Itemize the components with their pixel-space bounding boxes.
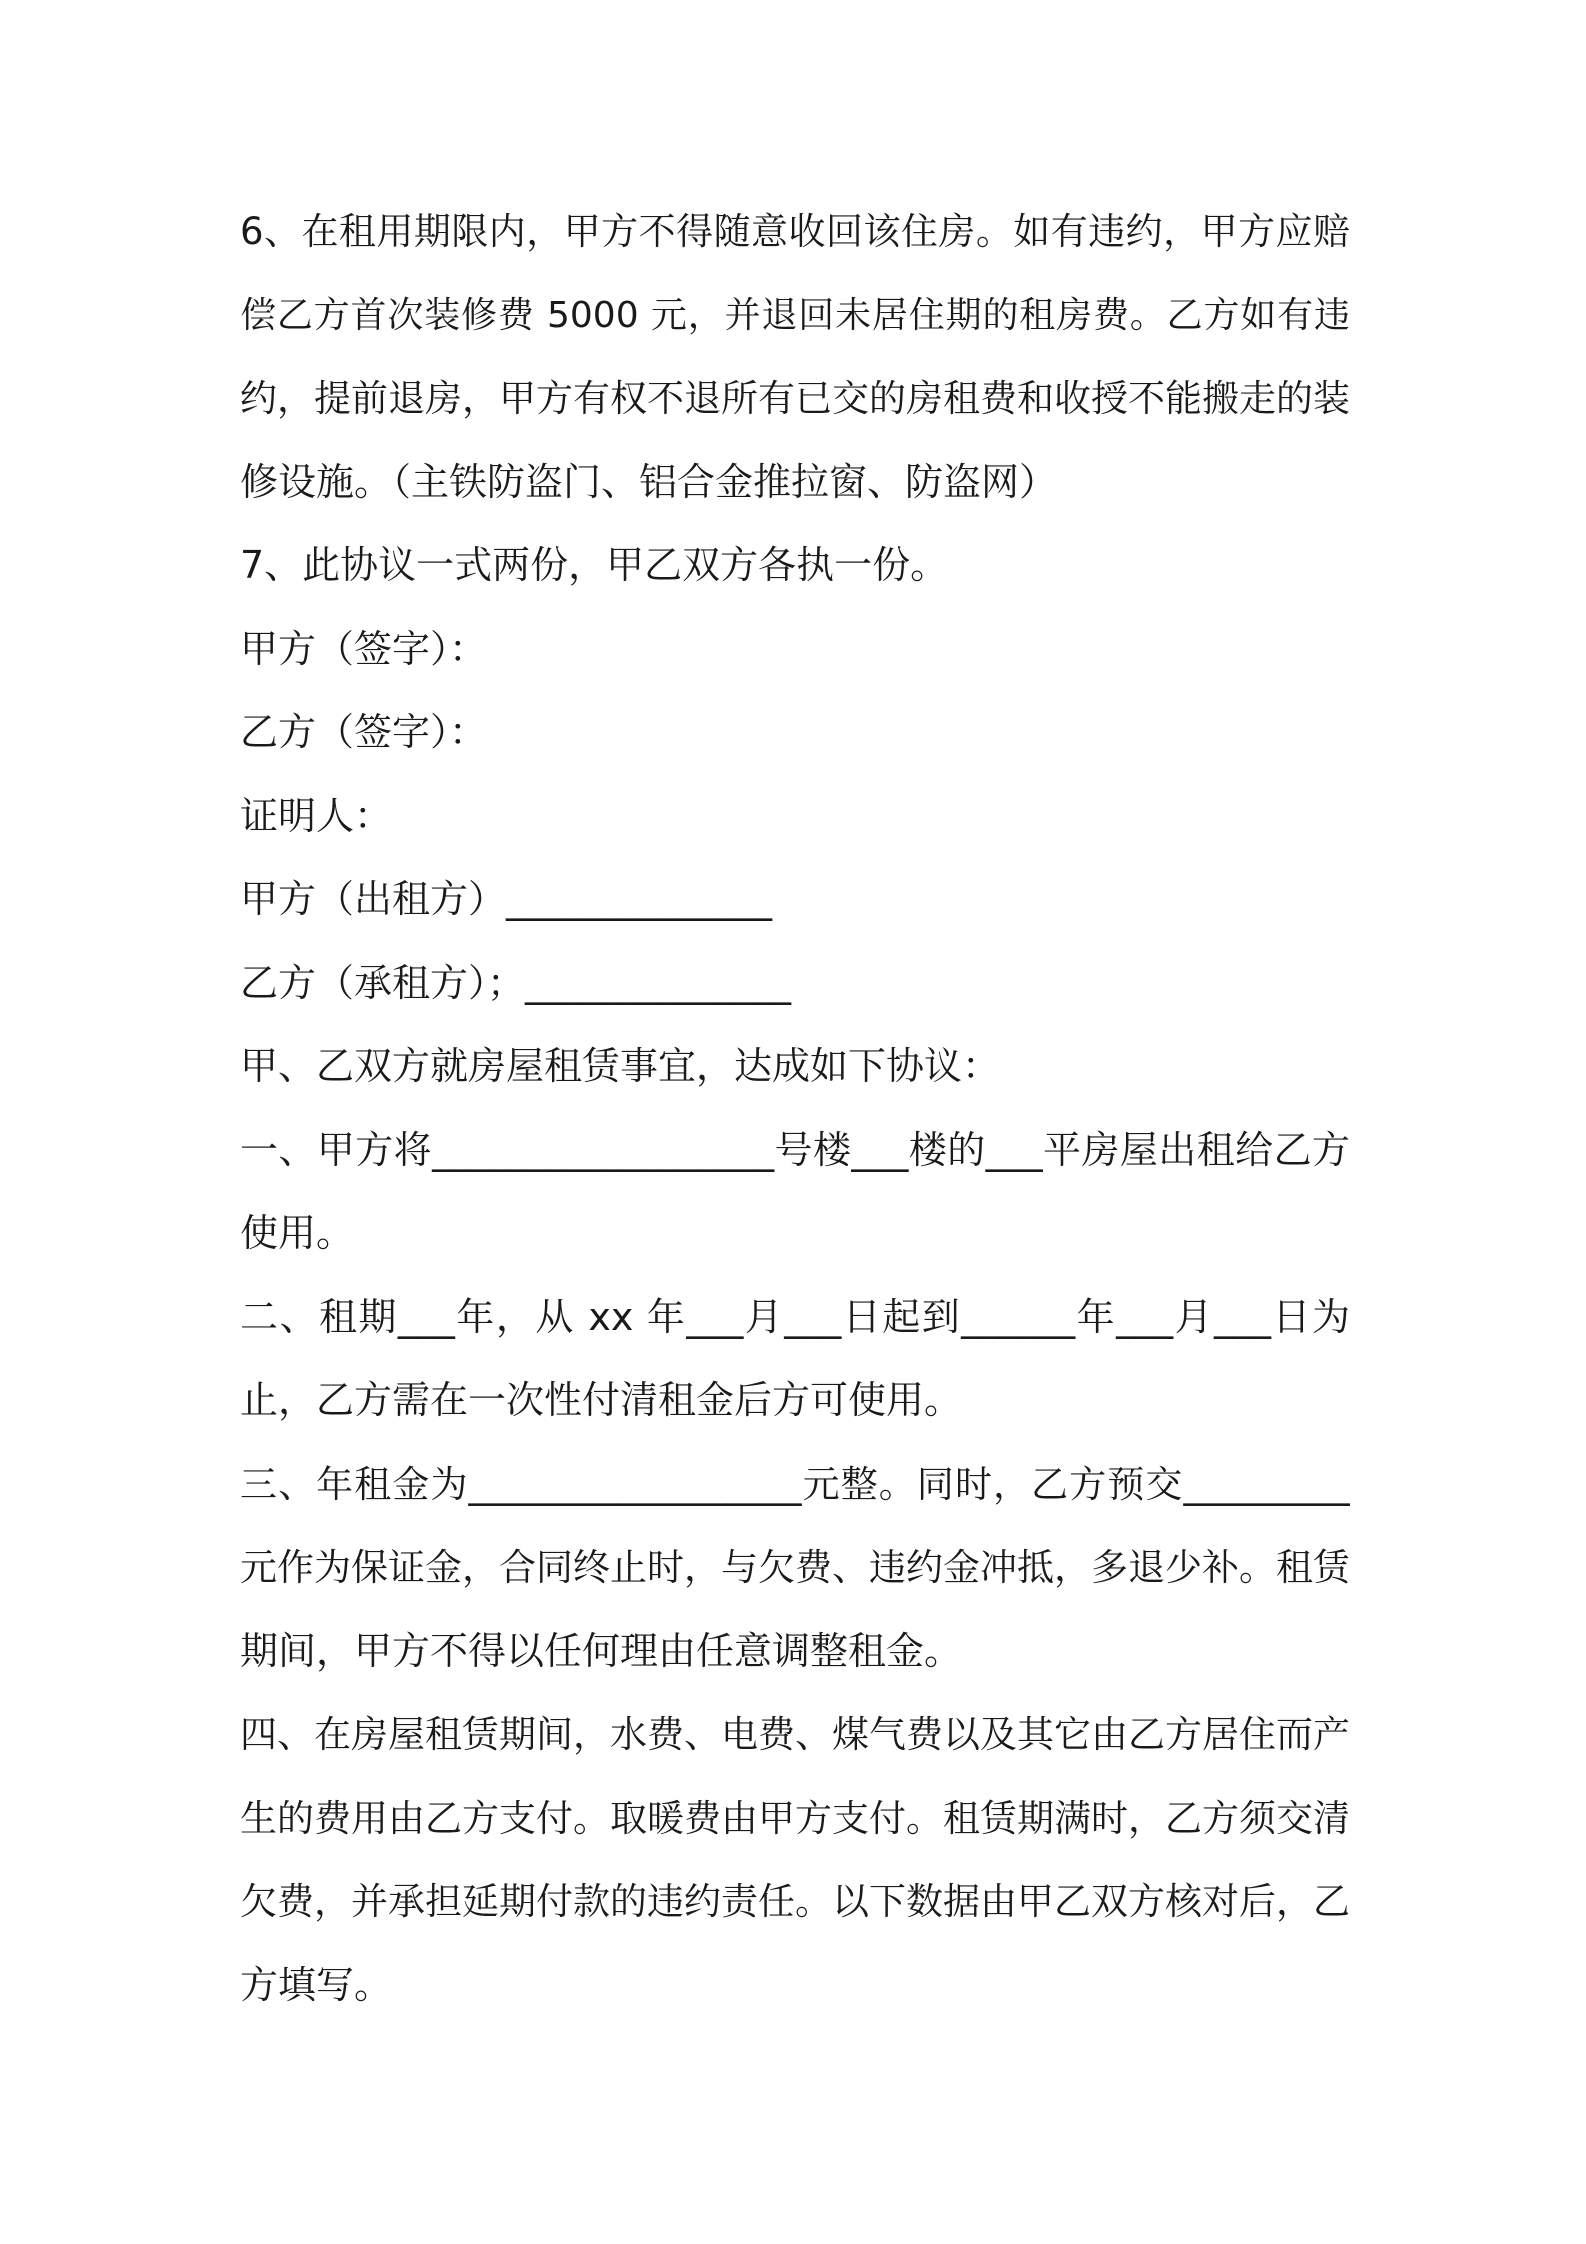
document-line: 止，乙方需在一次性付清租金后方可使用。: [240, 1378, 963, 1422]
document-line: 约，提前退房，甲方有权不退所有已交的房租费和收授不能搬走的装: [240, 377, 1350, 420]
document-line: 7、此协议一式两份，甲乙双方各执一份。: [240, 543, 949, 587]
document-line: 欠费，并承担延期付款的违约责任。以下数据由甲乙双方核对后，乙: [240, 1880, 1350, 1923]
document-line: 甲、乙双方就房屋租赁事宜，达成如下协议：: [240, 1044, 1001, 1088]
document-line: 方填写。: [240, 1962, 393, 2007]
document-line: 乙方（签字）：: [240, 710, 488, 754]
document-line: 乙方（承租方）；______________: [240, 960, 792, 1005]
document-line: 四、在房屋租赁期间，水费、电费、煤气费以及其它由乙方居住而产: [240, 1713, 1350, 1756]
document-line: 生的费用由乙方支付。取暖费由甲方支付。租赁期满时，乙方须交清: [240, 1796, 1350, 1840]
document-line: 三、年租金为__________________元整。同时，乙方预交_________: [240, 1462, 1350, 1506]
document-line: 期间，甲方不得以任何理由任意调整租金。: [240, 1628, 963, 1673]
document-line: 元作为保证金，合同终止时，与欠费、违约金冲抵，多退少补。租赁: [240, 1546, 1350, 1589]
document-line: 证明人：: [240, 793, 393, 838]
document-line: 甲方（出租方）______________: [240, 877, 773, 921]
document-line: 6、在租用期限内，甲方不得随意收回该住房。如有违约，甲方应赔: [240, 210, 1350, 253]
document-body: [240, 190, 1350, 2027]
document-line: 二、租期___年，从 xx 年___月___日起到______年___月___日为: [240, 1294, 1350, 1339]
document-line: 修设施。（主铁防盗门、铝合金推拉窗、防盗网）: [240, 459, 1058, 504]
document-line: 甲方（签字）：: [240, 626, 488, 671]
document-line: 一、甲方将__________________号楼___楼的___平房屋出租给乙方: [240, 1127, 1350, 1172]
document-line: 使用。: [240, 1211, 355, 1255]
document-line: 偿乙方首次装修费 5000 元，并退回未居住期的租房费。乙方如有违: [240, 294, 1350, 336]
